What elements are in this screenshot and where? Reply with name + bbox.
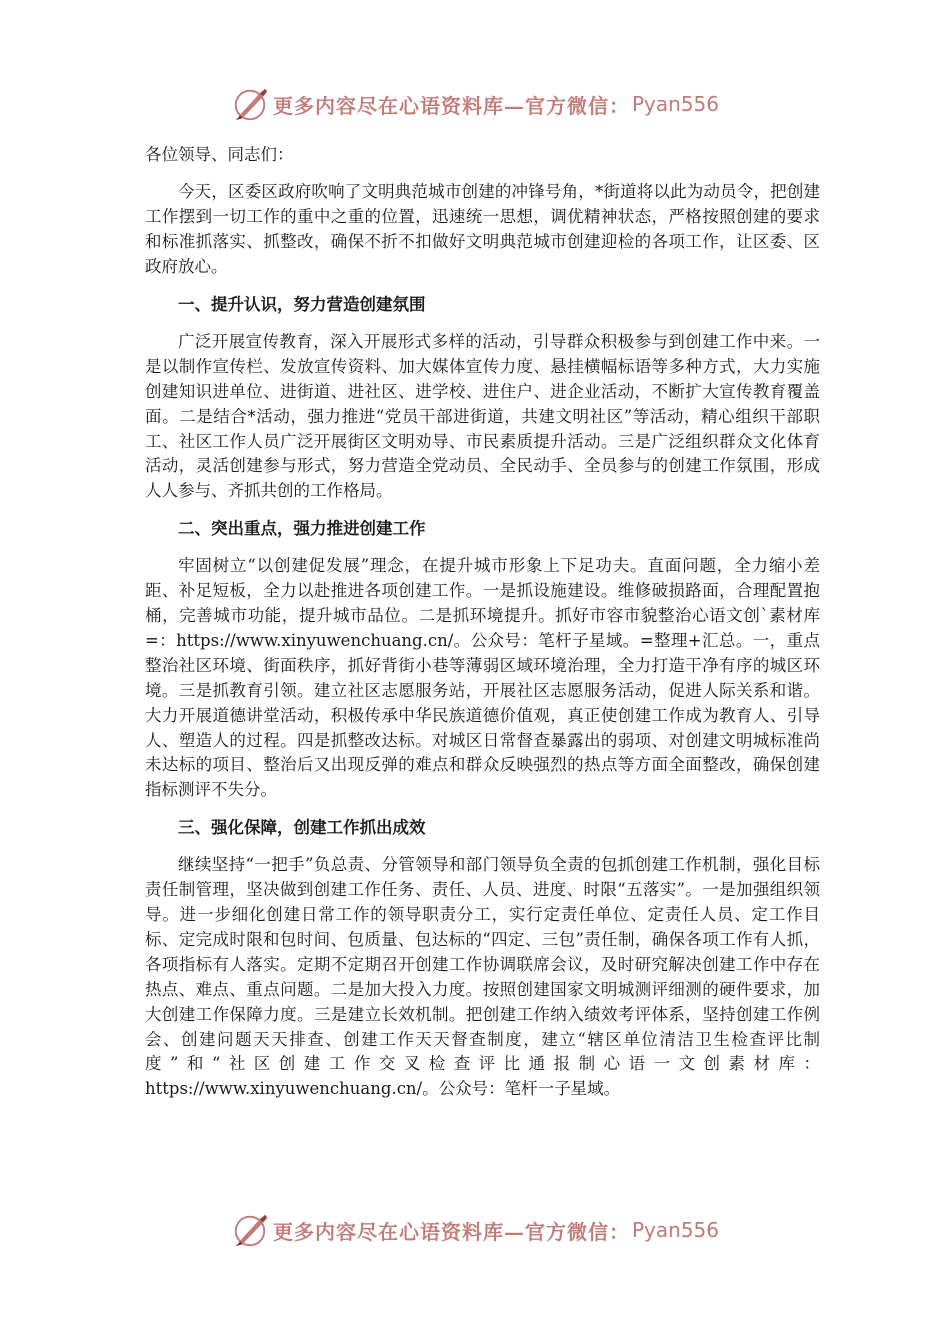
- section-1-body: 广泛开展宣传教育，深入开展形式多样的活动，引导群众积极参与到创建工作中来。一是以制作宣传栏、发放宣传资料、加大媒体宣传力度、悬挂横幅标语等多种方式，大力实施创建知识进单位、进街道、进社区、进学校、进住户、进企业活动，不断扩大宣传教育覆盖面。二是结合*活动，强力推进“党员干部进街道，共建文明社区”等活动，精心组织干部职工、社区工作人员广泛开展街区文明劝导、市民素质提升活动。三是广泛组织群众文化体育活动，灵活创建参与形式，努力营造全党动员、全民动手、全员参与的创建工作氛围，形成人人参与、齐抓共创的工作格局。: [145, 331, 820, 501]
- section-3-heading: 三、强化保障，创建工作抓出成效: [178, 817, 426, 837]
- greeting: 各位领导、同志们：: [145, 145, 294, 164]
- footer-watermark: [0, 1208, 950, 1252]
- pen-logo-icon: [231, 1211, 269, 1249]
- watermark-wechat-id: Pyan556: [631, 1218, 719, 1242]
- section-2-heading: 二、突出重点，强力推进创建工作: [178, 518, 426, 538]
- pen-logo-icon: [231, 85, 269, 123]
- watermark-text: 更多内容尽在心语资料库—官方微信：: [272, 93, 630, 118]
- section-3-body: 继续坚持“一把手”负总责、分管领导和部门领导负全责的包抓创建工作机制，强化目标责任制管理，坚决做到创建工作任务、责任、人员、进度、时限“五落实”。一是加强组织领导。进一步细化创建日常工作的领导职责分工，实行定责任单位、定责任人员、定工作目标、定完成时限和包时间、包质量、包达标的“四定、三包”责任制，确保各项工作有人抓，各项指标有人落实。定期不定期召开创建工作协调联席会议，及时研究解决创建工作中存在热点、难点、重点问题。二是加大投入力度。按照创建国家文明城测评细测的硬件要求，加大创建工作保障力度。三是建立长效机制。把创建工作纳入绩效考评体系，坚持创建工作例会、创建问题天天排查、创建工作天天督查制度，建立“辖区单位清洁卫生检查评比制度”和“社区创建工作交叉检查评比通报制心语一文创素材库：https://www.xinyuwenchuang.cn/。公众号：笔杆一子星域。: [145, 855, 820, 1099]
- section-2-body: 牢固树立“以创建促发展”理念，在提升城市形象上下足功夫。直面问题，全力缩小差距、补足短板，全力以赴推进各项创建工作。一是抓设施建设。维修破损路面，合理配置抱桶，完善城市功能，提升城市品位。二是抓环境提升。抓好市容市貌整治心语文创`素材库=：https://www.xinyuwenchuang.cn/。公众号：笔杆子星域。=整理+汇总。一，重点整治社区环境、街面秩序，抓好背街小巷等薄弱区域环境治理，全力打造干净有序的城区环境。三是抓教育引领。建立社区志愿服务站，开展社区志愿服务活动，促进人际关系和谐。大力开展道德讲堂活动，积极传承中华民族道德价值观，真正使创建工作成为教育人、引导人、塑造人的过程。四是抓整改达标。对城区日常督查暴露出的弱项、对创建文明城标准尚未达标的项目、整治后又出现反弹的难点和群众反映强烈的热点等方面全面整改，确保创建指标测评不失分。: [145, 556, 820, 800]
- document-body: [145, 143, 820, 1115]
- header-watermark: [0, 82, 950, 126]
- section-1-heading: 一、提升认识，努力营造创建氛围: [178, 294, 426, 314]
- watermark-text: 更多内容尽在心语资料库—官方微信：: [272, 1219, 630, 1244]
- intro-paragraph: 今天，区委区政府吹响了文明典范城市创建的冲锋号角，*街道将以此为动员令，把创建工作摆到一切工作的重中之重的位置，迅速统一思想，调优精神状态，严格按照创建的要求和标准抓落实、抓整改，确保不折不扣做好文明典范城市创建迎检的各项工作，让区委、区政府放心。: [145, 182, 820, 277]
- watermark-wechat-id: Pyan556: [631, 92, 719, 116]
